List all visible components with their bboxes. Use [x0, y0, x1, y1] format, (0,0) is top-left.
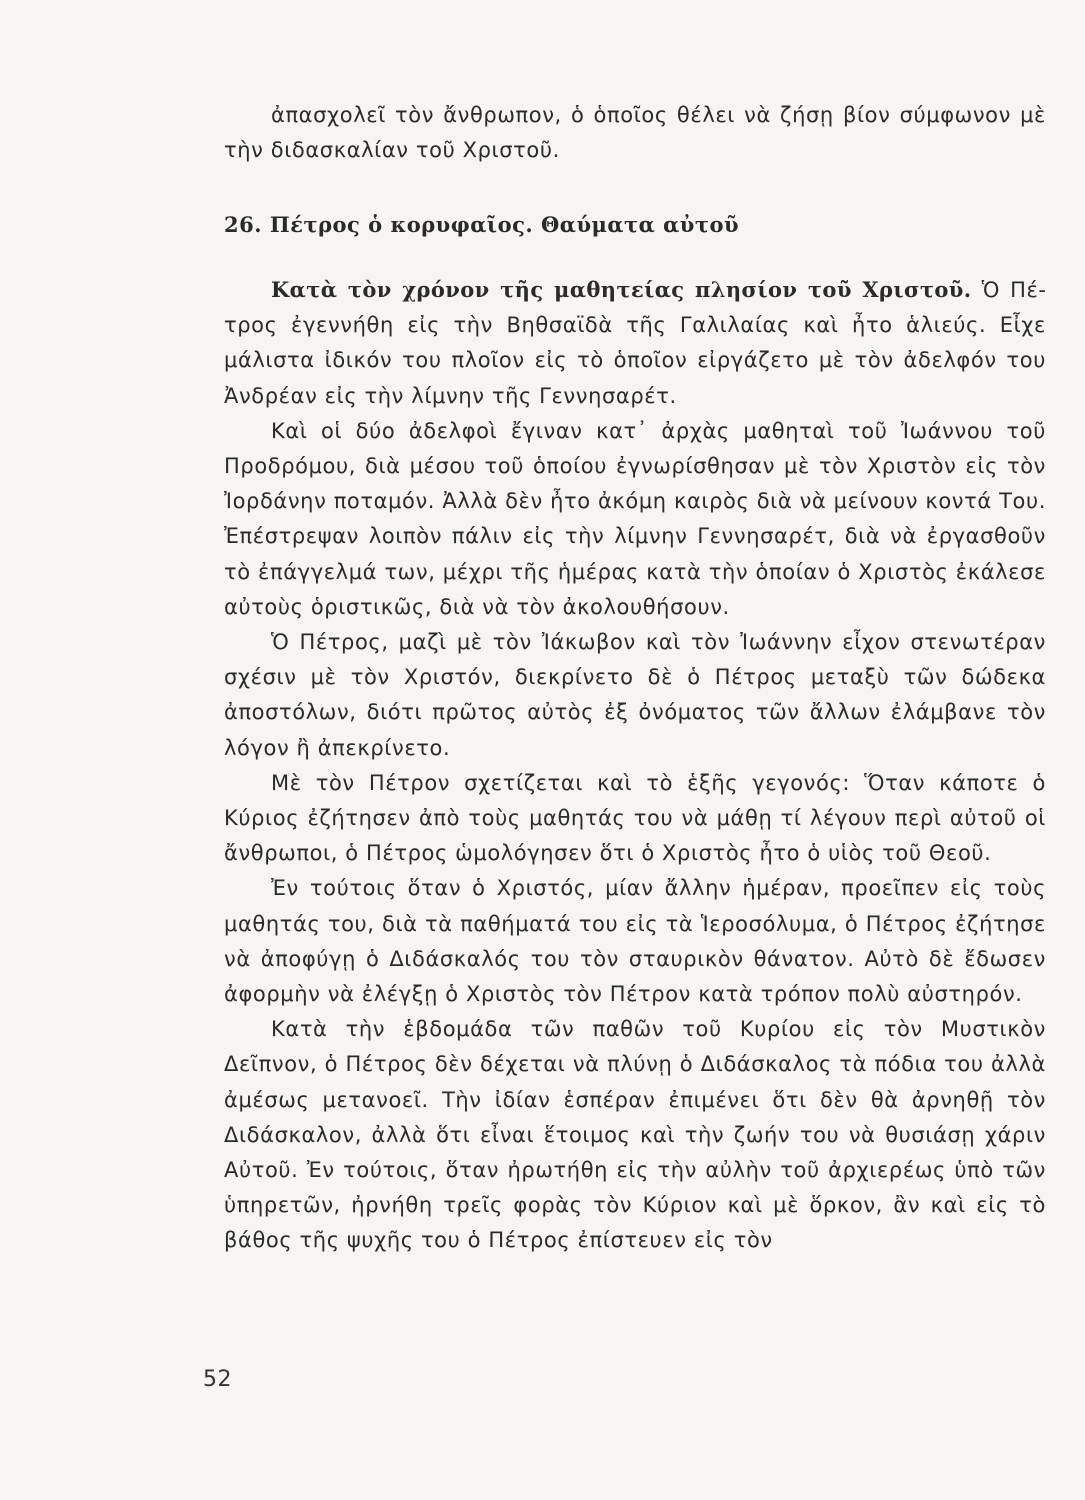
- section-title: Πέτρος ὁ κορυφαῖος. Θαύματα αὐτοῦ: [269, 212, 740, 237]
- section-heading: [224, 212, 739, 237]
- paragraph-1: [224, 272, 1046, 414]
- section-number: 26.: [224, 212, 263, 237]
- paragraph-1-text: Ὁ Πέτρος ἐγεννήθη εἰς τὴν Βηθσαϊδὰ τῆς Γαλιλαίας καὶ ἦτο ἁλιεύς. Εἶχε μάλιστα ἰδικόν του πλοῖον εἰς τὸ ὁποῖον εἰργάζετο μὲ τὸν ἀδελφόν του Ἀνδρέαν εἰς τὴν λίμνην τῆς Γεννησαρέτ.: [224, 278, 1046, 408]
- paragraph-3: Ὁ Πέτρος, μαζὶ μὲ τὸν Ἰάκωβον καὶ τὸν Ἰωάννην εἶχον στενωτέραν σχέσιν μὲ τὸν Χριστόν, διεκρίνετο δὲ ὁ Πέτρος μεταξὺ τῶν δώδεκα ἀποστόλων, διότι πρῶτος αὐτὸς ἐξ ὀνόματος τῶν ἄλλων ἐλάμβανε τὸν λόγον ἢ ἀπεκρίνετο.: [224, 630, 1046, 760]
- page-number: 52: [203, 1367, 232, 1392]
- paragraph-1-lead: Κατὰ τὸν χρόνον τῆς μαθητείας πλησίον τοῦ Χριστοῦ.: [271, 277, 972, 302]
- intro-text: ἀπασχολεῖ τὸν ἄνθρωπον, ὁ ὁποῖος θέλει νὰ ζήσῃ βίον σύμφωνον μὲ τὴν διδασκαλίαν τοῦ Χριστοῦ.: [224, 103, 1046, 163]
- paragraph-5: Ἐν τούτοις ὅταν ὁ Χριστός, μίαν ἄλλην ἡμέραν, προεῖπεν εἰς τοὺς μαθητάς του, διὰ τὰ παθήματά του εἰς τὰ Ἱεροσόλυμα, ὁ Πέτρος ἐζήτησε νὰ ἀποφύγῃ ὁ Διδάσκαλός του τὸν σταυρικὸν θάνατον. Αὐτὸ δὲ ἔδωσεν ἀφορμὴν νὰ ἐλέγξῃ ὁ Χριστὸς τὸν Πέτρον κατὰ τρόπον πολὺ αὐστηρόν.: [224, 876, 1046, 1007]
- section-body: [224, 272, 1046, 1259]
- intro-paragraph: [224, 98, 1046, 168]
- paragraph-2: Καὶ οἱ δύο ἀδελφοὶ ἔγιναν κατ᾽ ἀρχὰς μαθηταὶ τοῦ Ἰωάννου τοῦ Προδρόμου, διὰ μέσου τοῦ ὁποίου ἐγνωρίσθησαν μὲ τὸν Χριστὸν εἰς τὸν Ἰορδάνην ποταμόν. Ἀλλὰ δὲν ἦτο ἀκόμη καιρὸς διὰ νὰ μείνουν κοντά Του. Ἐπέστρεψαν λοιπὸν πάλιν εἰς τὴν λίμνην Γεννησαρέτ, διὰ νὰ ἐργασθοῦν τὸ ἐπάγγελμά των, μέχρι τῆς ἡμέρας κατὰ τὴν ὁποίαν ὁ Χριστὸς ἐκάλεσε αὐτοὺς ὁριστικῶς, διὰ νὰ τὸν ἀκολουθήσουν.: [224, 418, 1046, 619]
- paragraph-6: Κατὰ τὴν ἑβδομάδα τῶν παθῶν τοῦ Κυρίου εἰς τὸν Μυστικὸν Δεῖπνον, ὁ Πέτρος δὲν δέχεται νὰ πλύνῃ ὁ Διδάσκαλος τὰ πόδια του ἀλλὰ ἀμέσως μετανοεῖ. Τὴν ἰδίαν ἑσπέραν ἐπιμένει ὅτι δὲν θὰ ἀρνηθῇ τὸν Διδάσκαλον, ἀλλὰ ὅτι εἶναι ἕτοιμος καὶ τὴν ζωήν του νὰ θυσιάσῃ χάριν Αὐτοῦ. Ἐν τούτοις, ὅταν ἠρωτήθη εἰς τὴν αὐλὴν τοῦ ἀρχιερέως ὑπὸ τῶν ὑπηρετῶν, ἠρνήθη τρεῖς φορὰς τὸν Κύριον καὶ μὲ ὅρκον, ἂν καὶ εἰς τὸ βάθος τῆς ψυχῆς του ὁ Πέτρος ἐπίστευεν εἰς τὸν: [224, 1017, 1046, 1253]
- paragraph-4: Μὲ τὸν Πέτρον σχετίζεται καὶ τὸ ἑξῆς γεγονός: Ὅταν κάποτε ὁ Κύριος ἐζήτησεν ἀπὸ τοὺς μαθητάς του νὰ μάθῃ τί λέγουν περὶ αὐτοῦ οἱ ἄνθρωποι, ὁ Πέτρος ὡμολόγησεν ὅτι ὁ Χριστὸς ἦτο ὁ υἱὸς τοῦ Θεοῦ.: [224, 770, 1046, 866]
